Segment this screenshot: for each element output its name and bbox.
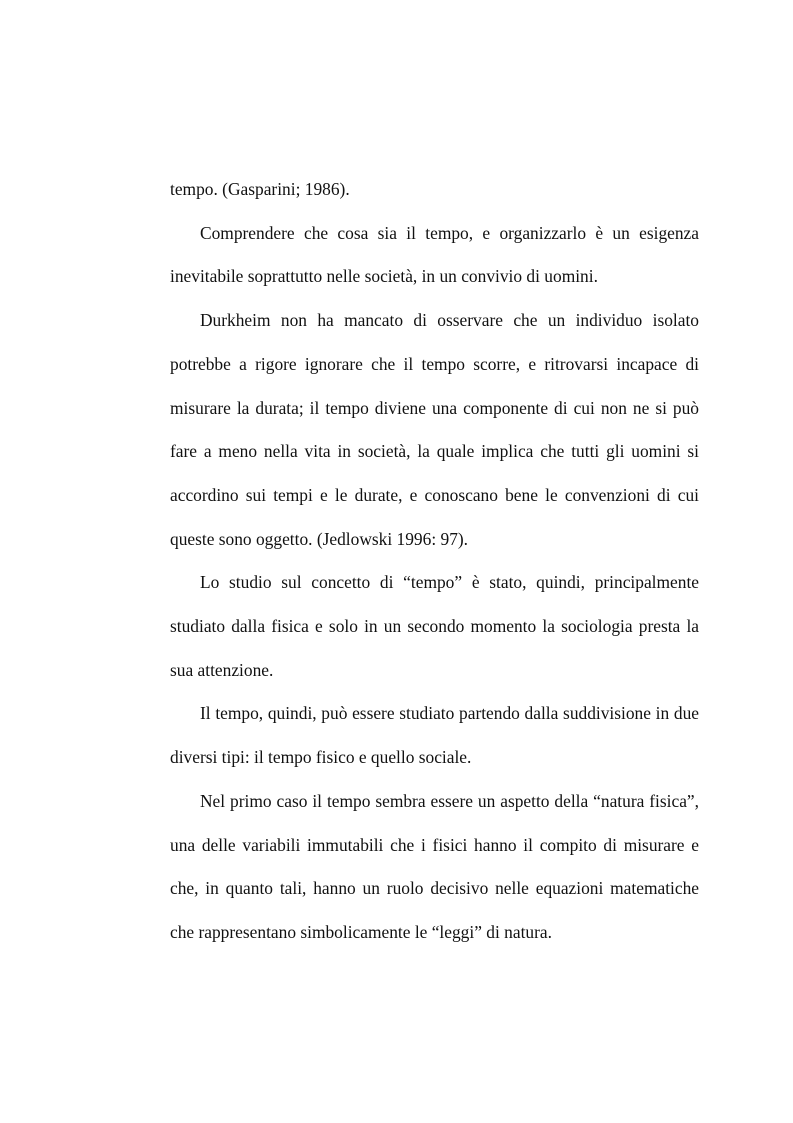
paragraph: Lo studio sul concetto di “tempo” è stato, quindi, principalmente studiato dalla fisica e solo in un secondo momento la sociologia presta la sua attenzione. (170, 572, 699, 680)
paragraph-continuation: tempo. (Gasparini; 1986). (170, 179, 350, 199)
paragraph: Il tempo, quindi, può essere studiato partendo dalla suddivisione in due diversi tipi: il tempo fisico e quello sociale. (170, 703, 699, 768)
body-text (170, 168, 699, 955)
paragraph: Comprendere che cosa sia il tempo, e organizzarlo è un esigenza inevitabile soprattutto nelle società, in un convivio di uomini. (170, 222, 699, 287)
paragraph: Nel primo caso il tempo sembra essere un aspetto della “natura fisica”, una delle variabili immutabili che i fisici hanno il compito di misurare e che, in quanto tali, hanno un ruolo decisivo nelle equazioni matematiche che rappresentano simbolicamente le “leggi” di natura. (170, 790, 699, 942)
paragraph: Durkheim non ha mancato di osservare che un individuo isolato potrebbe a rigore ignorare che il tempo scorre, e ritrovarsi incapace di misurare la durata; il tempo diviene una componente di cui non ne si può fare a meno nella vita in società, la quale implica che tutti gli uomini si accordino sui tempi e le durate, e conoscano bene le convenzioni di cui queste sono oggetto. (Jedlowski 1996: 97). (170, 310, 699, 549)
